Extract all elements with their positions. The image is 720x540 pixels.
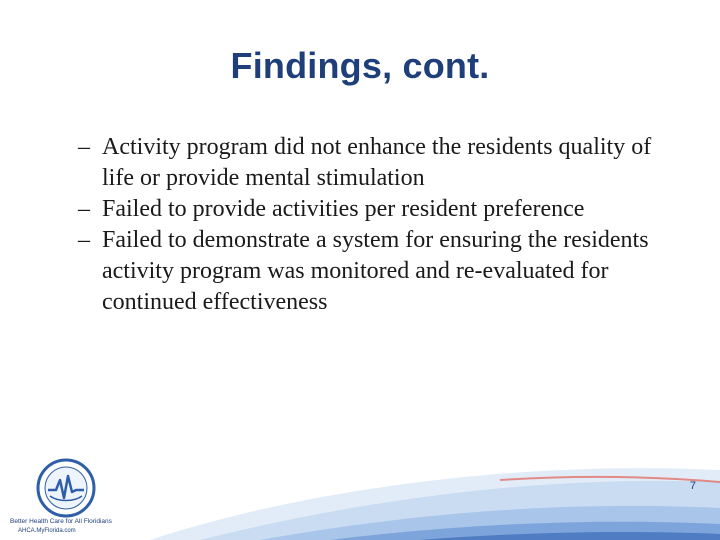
- bullet-item: [78, 194, 678, 225]
- bullet-marker: –: [78, 196, 90, 222]
- bullet-marker: –: [78, 134, 90, 160]
- page-number: 7: [689, 480, 696, 492]
- bullet-item: [78, 132, 678, 194]
- logo-tagline: Better Health Care for All Floridians: [10, 518, 112, 525]
- bullet-marker: –: [78, 227, 90, 253]
- bullet-text: Activity program did not enhance the residents quality of life or provide mental stimulation: [102, 134, 652, 191]
- bullet-item: [78, 225, 678, 318]
- bullet-text: Failed to demonstrate a system for ensuring the residents activity program was monitored and re-evaluated for continued effectiveness: [102, 227, 649, 315]
- bullet-list: [78, 132, 678, 318]
- bullet-text: Failed to provide activities per resident preference: [102, 196, 585, 222]
- slide-title: Findings, cont.: [230, 45, 490, 86]
- logo-website: AHCA.MyFlorida.com: [18, 528, 76, 534]
